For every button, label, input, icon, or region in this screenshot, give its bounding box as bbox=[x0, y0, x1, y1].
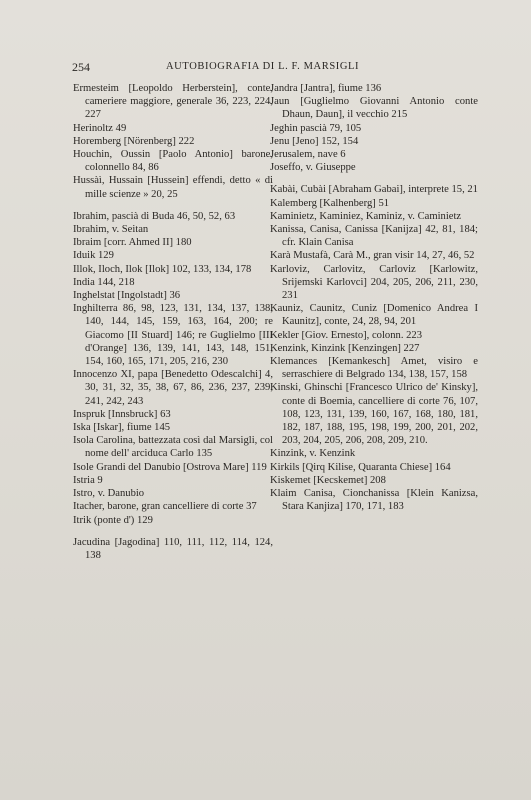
index-entry: Jeghin pascià 79, 105 bbox=[270, 122, 362, 134]
index-entry: Kabài, Cubài [Abraham Gabai], interprete 15, 21 bbox=[270, 184, 478, 196]
index-entry: Joseffo, v. Giuseppe bbox=[270, 162, 356, 174]
index-entry: Jacudina [Jagodina] 110, 111, 112, 114, 124, 138 bbox=[73, 536, 273, 561]
index-entry: Ibrahim, pascià di Buda 46, 50, 52, 63 bbox=[73, 210, 236, 222]
index-entry: Kaminietz, Kaminiez, Kaminiz, v. Caminietz bbox=[270, 210, 462, 222]
index-entry: Isole Grandi del Danubio [Ostrova Mare] 119 bbox=[73, 461, 267, 473]
section-gap bbox=[270, 174, 478, 183]
index-entry: Isola Carolina, battezzata così dal Marsigli, col nome dell' arciduca Carlo 135 bbox=[73, 435, 273, 460]
index-entry: Ermesteim [Leopoldo Herberstein], conte, cameriere maggiore, generale 36, 223, 224, 227 bbox=[73, 83, 273, 121]
index-entry: Jandra [Jantra], fiume 136 bbox=[270, 83, 382, 94]
index-entry: Kanissa, Canisa, Canissa [Kanijza] 42, 81, 184; cfr. Klain Canisa bbox=[270, 224, 478, 249]
index-entry: Klemances [Kemankesch] Amet, visiro e serraschiere di Belgrado 134, 138, 157, 158 bbox=[270, 356, 478, 381]
index-entry: Kinski, Ghinschi [Francesco Ulrico de' Kinsky], conte di Boemia, cancelliere di corte 76, 107, 108, 123, 131, 139, 160, 167, 168, 180, 181, 182, 187, 188, 195, 198, 199, 200, 201, 202, 203, 204, 205, 206, 208, 209, 210. bbox=[270, 382, 478, 447]
index-entry: India 144, 218 bbox=[73, 276, 135, 288]
index-entry: Ibraim [corr. Ahmed II] 180 bbox=[73, 237, 192, 249]
left-column bbox=[73, 82, 273, 562]
index-entry: Jerusalem, nave 6 bbox=[270, 149, 346, 161]
index-entry: Houchin, Oussin [Paolo Antonio] barone, colonnello 84, 86 bbox=[73, 149, 273, 174]
index-entry: Kalemberg [Kalhenberg] 51 bbox=[270, 197, 390, 209]
running-head: AUTOBIOGRAFIA DI L. F. MARSIGLI bbox=[166, 61, 360, 72]
index-entry: Istro, v. Danubio bbox=[73, 488, 145, 500]
index-entry: Kauniz, Caunitz, Cuniz [Domenico Andrea I Kaunitz], conte, 24, 28, 94, 201 bbox=[270, 303, 478, 328]
right-column bbox=[270, 82, 478, 514]
index-entry: Kekler [Giov. Ernesto], colonn. 223 bbox=[270, 329, 423, 341]
index-entry: Iduik 129 bbox=[73, 250, 114, 262]
section-gap bbox=[73, 527, 273, 536]
index-entry: Inspruk [Innsbruck] 63 bbox=[73, 408, 171, 420]
index-entry: Itrik (ponte d') 129 bbox=[73, 514, 153, 526]
index-entry: Iska [Iskar], fiume 145 bbox=[73, 422, 171, 434]
index-entry: Karà Mustafà, Carà M., gran visir 14, 27, 46, 52 bbox=[270, 250, 475, 262]
section-gap bbox=[73, 201, 273, 210]
index-entry: Jaun [Guglielmo Giovanni Antonio conte Dhaun, Daun], il vecchio 215 bbox=[270, 96, 478, 121]
index-entry: Hussàì, Hussain [Hussein] effendi, detto « di mille scienze » 20, 25 bbox=[73, 175, 273, 200]
index-entry: Itacher, barone, gran cancelliere di corte 37 bbox=[73, 501, 257, 513]
index-entry: Ibrahim, v. Seitan bbox=[73, 224, 149, 236]
index-entry: Karloviz, Carlovitz, Carloviz [Karlowitz, Srijemski Karlovci] 204, 205, 206, 211, 230, 231 bbox=[270, 263, 478, 302]
index-entry: Innocenzo XI, papa [Benedetto Odescalchi] 4, 30, 31, 32, 35, 38, 67, 86, 236, 237, 239, 241, 242, 243 bbox=[73, 369, 273, 407]
index-entry: Istria 9 bbox=[73, 474, 103, 486]
index-entry: Kenzink, Kinzink [Kenzingen] 227 bbox=[270, 342, 420, 354]
index-entry: Horemberg [Nörenberg] 222 bbox=[73, 135, 195, 147]
index-entry: Kinzink, v. Kenzink bbox=[270, 448, 356, 460]
index-entry: Kirkils [Qirq Kilise, Quaranta Chiese] 164 bbox=[270, 461, 451, 473]
page-number: 254 bbox=[72, 60, 90, 74]
index-entry: Kiskemet [Kecskemet] 208 bbox=[270, 474, 386, 486]
index-entry: Herinoltz 49 bbox=[73, 122, 127, 134]
index-entry: Inghelstat [Ingolstadt] 36 bbox=[73, 290, 181, 302]
index-entry: Klaim Canisa, Cionchanissa [Klein Kanizsa, Stara Kanjiza] 170, 171, 183 bbox=[270, 488, 478, 513]
page-header bbox=[72, 60, 473, 78]
index-entry: Jenu [Jeno] 152, 154 bbox=[270, 135, 359, 147]
index-entry: Illok, Iloch, Ilok [Ilok] 102, 133, 134, 178 bbox=[73, 263, 252, 275]
index-entry: Inghilterra 86, 98, 123, 131, 134, 137, 138, 140, 144, 145, 159, 163, 164, 200; re Giacomo [II Stuard] 146; re Guglielmo [III d'Orange] 136, 139, 141, 143, 148, 151, 154, 160, 165, 171, 205, 216, 230 bbox=[73, 303, 273, 368]
